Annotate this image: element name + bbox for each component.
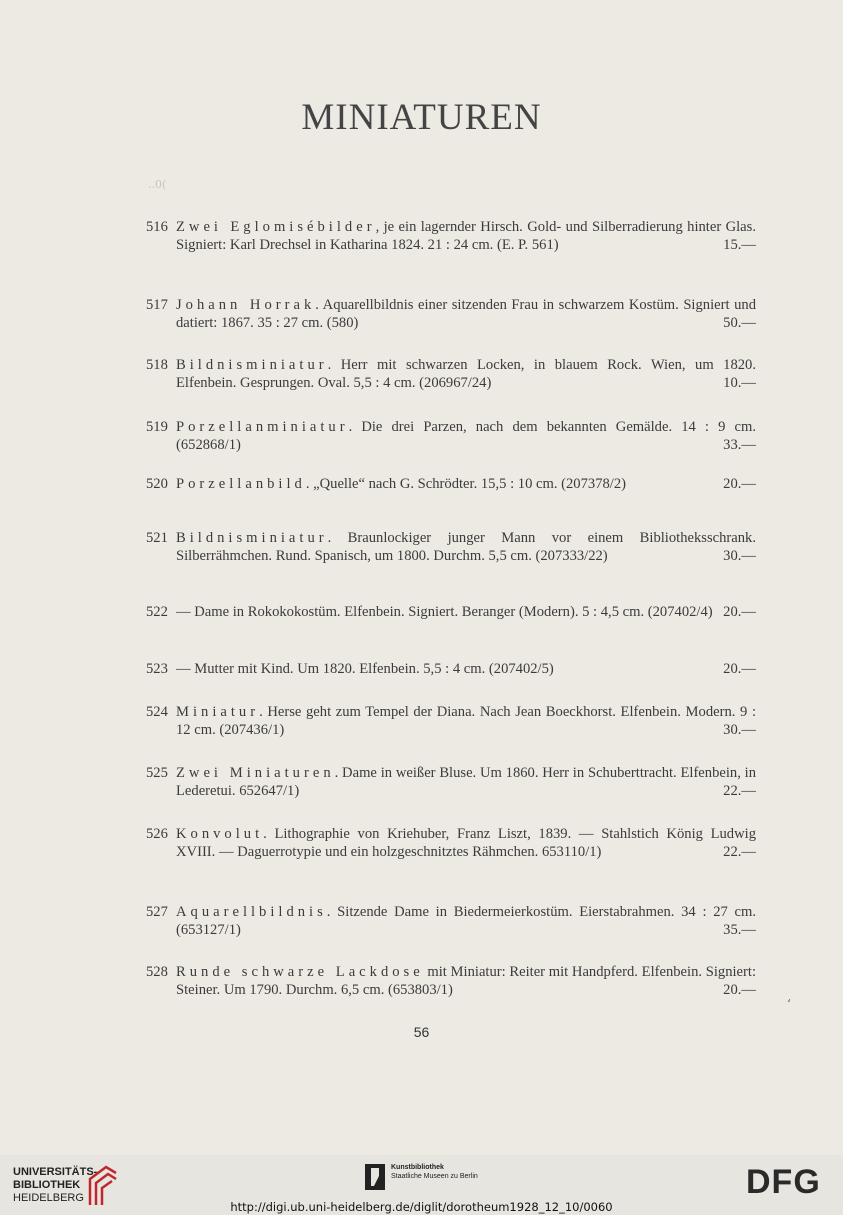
entry-text: . „Quelle“ nach G. Schrödter. 15,5 : 10 cm. (207378/2) <box>305 476 626 492</box>
entry-text: . Lithographie von Kriehuber, Franz Liszt, 1839. — Stahlstich König Ludwig XVIII. — Daguerrotypie und ein holzgeschnitztes Rähmchen. 653110/1) <box>176 826 756 860</box>
entry-price: 10.— <box>723 375 756 391</box>
entry-lead: Konvolut <box>176 826 264 842</box>
entry-lead: Porzellanminiatur <box>176 419 349 435</box>
catalog-entry <box>146 903 756 939</box>
page-number: 56 <box>413 1024 430 1040</box>
dfg-logo[interactable]: DFG <box>746 1163 821 1201</box>
entry-number: 528 <box>146 964 168 980</box>
margin-mark: ‘ <box>787 997 791 1011</box>
entry-price: 30.— <box>723 548 756 564</box>
catalog-entry <box>146 218 756 254</box>
entry-number: 523 <box>146 661 168 677</box>
entry-text: . Herr mit schwarzen Locken, in blauem Rock. Wien, um 1820. Elfenbein. Gesprungen. Oval. 5,5 : 4 cm. (206967/24) <box>176 357 756 391</box>
entry-text: . Aquarellbildnis einer sitzenden Frau in schwarzem Kostüm. Signiert und datiert: 1867. 35 : 27 cm. (580) <box>176 297 756 331</box>
entry-text: . Sitzende Dame in Biedermeierkostüm. Eierstabrahmen. 34 : 27 cm. (653127/1) <box>176 904 756 938</box>
entry-text: — Mutter mit Kind. Um 1820. Elfenbein. 5,5 : 4 cm. (207402/5) <box>176 661 554 677</box>
entry-price: 30.— <box>723 722 756 738</box>
uni-line-1: UNIVERSITÄTS- <box>13 1166 98 1178</box>
entry-number: 519 <box>146 419 168 435</box>
entry-price: 20.— <box>723 661 756 677</box>
entry-price: 15.— <box>723 237 756 253</box>
entry-lead: Bildnisminiatur <box>176 357 328 373</box>
catalog-entry <box>146 475 756 493</box>
kunstbibliothek-logo-icon[interactable] <box>365 1164 385 1190</box>
catalog-entry <box>146 529 756 565</box>
uni-line-3: HEIDELBERG <box>13 1192 84 1204</box>
entry-lead: Zwei Miniaturen <box>176 765 335 781</box>
entry-price: 22.— <box>723 783 756 799</box>
entry-lead: Bildnisminiatur <box>176 530 328 546</box>
entry-text: , je ein lagernder Hirsch. Gold- und Silberradierung hinter Glas. Signiert: Karl Drechsel in Katharina 1824. 21 : 24 cm. (E. P. 561) <box>176 219 756 253</box>
entry-number: 517 <box>146 297 168 313</box>
entry-lead: Aquarellbildnis <box>176 904 327 920</box>
entry-price: 33.— <box>723 437 756 453</box>
entry-number: 520 <box>146 476 168 492</box>
entry-price: 20.— <box>723 982 756 998</box>
entry-lead: Johann Horrak <box>176 297 316 313</box>
entry-lead: Porzellanbild <box>176 476 306 492</box>
kb-line-2: Staatliche Museen zu Berlin <box>391 1173 478 1180</box>
entry-number: 525 <box>146 765 168 781</box>
entry-price: 20.— <box>723 604 756 620</box>
catalog-entry <box>146 296 756 332</box>
digitization-footer <box>0 1155 843 1215</box>
catalog-entry <box>146 356 756 392</box>
catalog-entry <box>146 825 756 861</box>
catalog-entry <box>146 660 756 678</box>
entry-price: 50.— <box>723 315 756 331</box>
entry-text: — Dame in Rokokokostüm. Elfenbein. Signiert. Beranger (Modern). 5 : 4,5 cm. (207402/4) <box>176 604 713 620</box>
entry-number: 526 <box>146 826 168 842</box>
entry-price: 22.— <box>723 844 756 860</box>
permalink-url[interactable]: http://digi.ub.uni-heidelberg.de/diglit/dorotheum1928_12_10/0060 <box>230 1200 613 1214</box>
catalog-entry <box>146 603 756 621</box>
smudge-mark: ..0( <box>148 178 167 191</box>
kb-line-1: Kunstbibliothek <box>391 1164 444 1171</box>
kunstbibliothek-label <box>391 1163 478 1181</box>
entry-number: 516 <box>146 219 168 235</box>
page-title: MINIATUREN <box>301 97 542 138</box>
entry-number: 521 <box>146 530 168 546</box>
entry-text: mit Miniatur: Reiter mit Handpferd. Elfenbein. Signiert: Steiner. Um 1790. Durchm. 6,5 cm. (653803/1) <box>176 964 756 998</box>
entry-text: . Dame in weißer Bluse. Um 1860. Herr in Schuberttracht. Elfenbein, in Lederetui. 652647/1) <box>176 765 756 799</box>
entry-text: . Braunlockiger junger Mann vor einem Bibliotheksschrank. Silberrähmchen. Rund. Spanisch, um 1800. Durchm. 5,5 cm. (207333/22) <box>176 530 756 564</box>
entry-price: 20.— <box>723 476 756 492</box>
entry-price: 35.— <box>723 922 756 938</box>
entry-number: 518 <box>146 357 168 373</box>
entry-lead: Miniatur <box>176 704 260 720</box>
entry-number: 522 <box>146 604 168 620</box>
entry-lead: Runde schwarze Lackdose <box>176 964 424 980</box>
catalog-entry <box>146 418 756 454</box>
entry-text: . Herse geht zum Tempel der Diana. Nach Jean Boeckhorst. Elfenbein. Modern. 9 : 12 cm. (207436/1) <box>176 704 756 738</box>
entry-number: 524 <box>146 704 168 720</box>
catalog-entry <box>146 764 756 800</box>
entry-number: 527 <box>146 904 168 920</box>
entry-lead: Zwei Eglomisébilder <box>176 219 376 235</box>
uni-line-2: BIBLIOTHEK <box>13 1179 81 1191</box>
catalog-entry <box>146 963 756 999</box>
catalog-entry <box>146 703 756 739</box>
entry-text: . Die drei Parzen, nach dem bekannten Gemälde. 14 : 9 cm. (652868/1) <box>176 419 756 453</box>
